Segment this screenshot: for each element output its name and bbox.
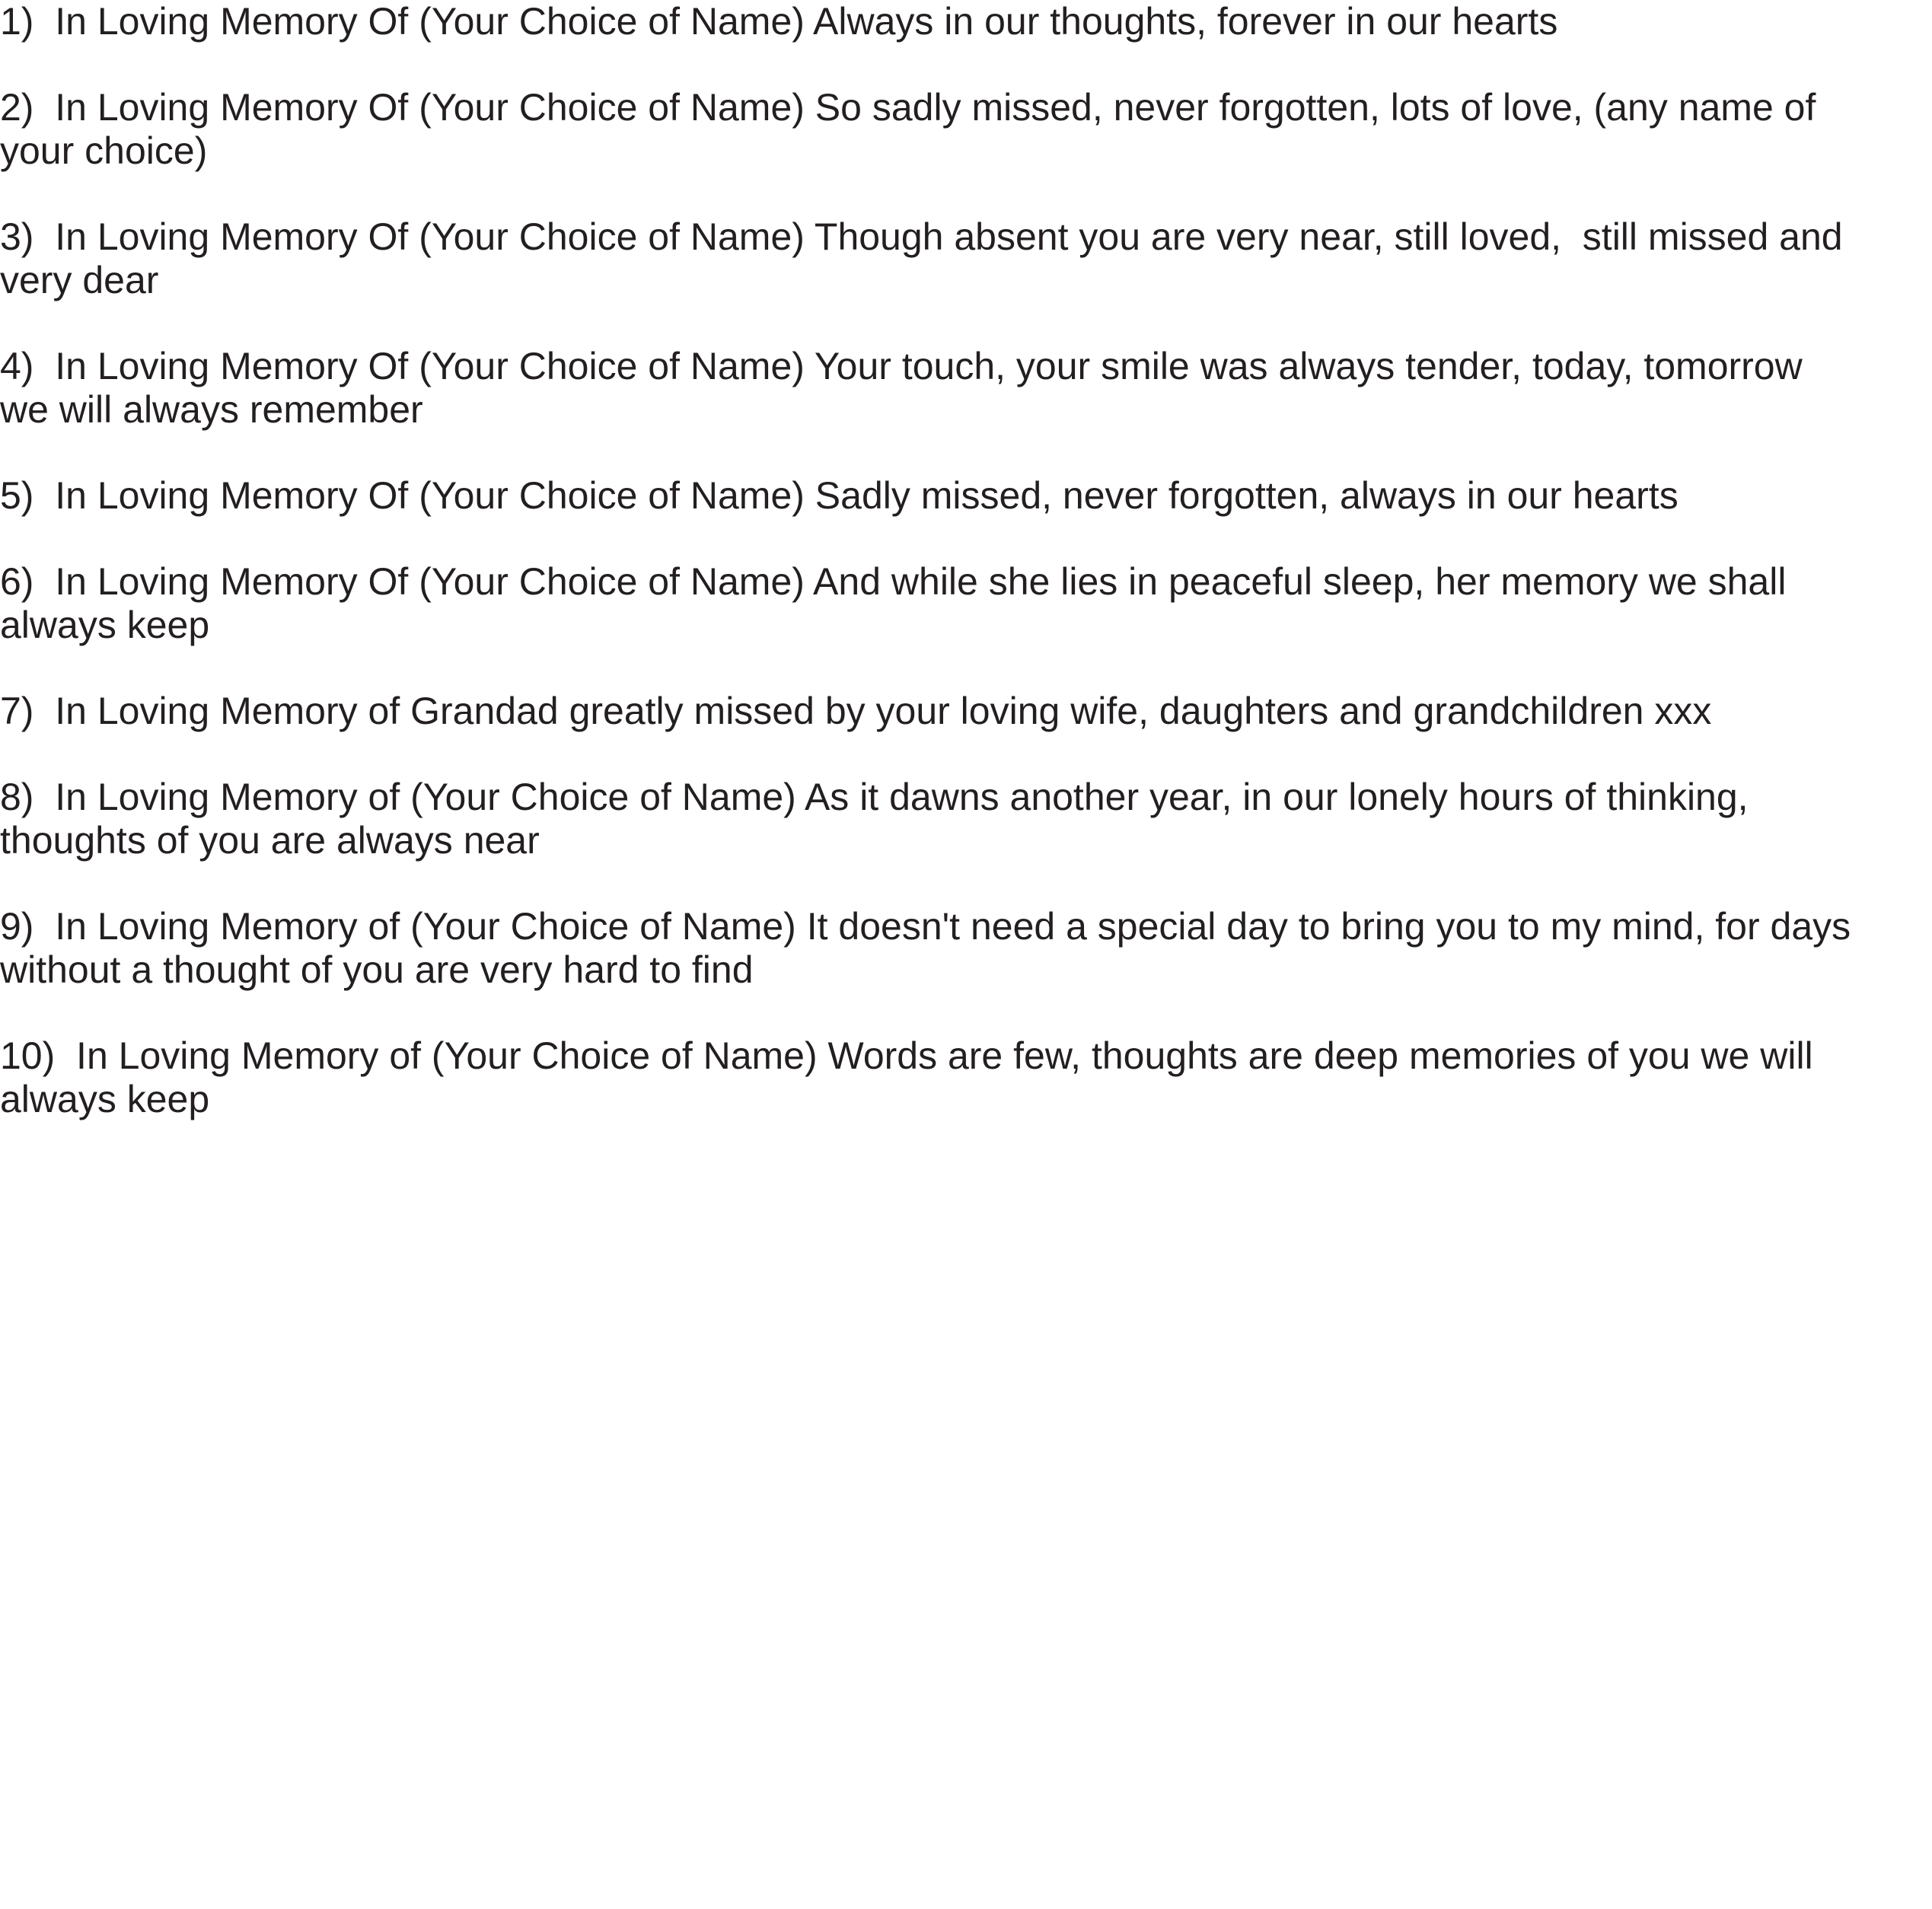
verse-item-6: 6) In Loving Memory Of (Your Choice of Name) And while she lies in peaceful sleep, her memory we shall always keep xyxy=(0,560,1797,646)
verse-item-2: 2) In Loving Memory Of (Your Choice of Name) So sadly missed, never forgotten, lots of love, (any name of your choice) xyxy=(0,86,1827,172)
verse-item-10: 10) In Loving Memory of (Your Choice of Name) Words are few, thoughts are deep memories of you we will always keep xyxy=(0,1034,1824,1120)
verse-item-8: 8) In Loving Memory of (Your Choice of Name) As it dawns another year, in our lonely hours of thinking, thoughts of you are always near xyxy=(0,776,1759,862)
verse-item-7: 7) In Loving Memory of Grandad greatly missed by your loving wife, daughters and grandchildren xxx xyxy=(0,690,1712,732)
verse-item-5: 5) In Loving Memory Of (Your Choice of Name) Sadly missed, never forgotten, always in our hearts xyxy=(0,474,1679,517)
verse-item-1: 1) In Loving Memory Of (Your Choice of Name) Always in our thoughts, forever in our hearts xyxy=(0,0,1558,43)
verse-item-3: 3) In Loving Memory Of (Your Choice of Name) Though absent you are very near, still loved, still missed and very dear xyxy=(0,215,1854,301)
verse-item-4: 4) In Loving Memory Of (Your Choice of Name) Your touch, your smile was always tender, today, tomorrow we will always remember xyxy=(0,345,1813,431)
verse-item-9: 9) In Loving Memory of (Your Choice of Name) It doesn't need a special day to bring you to my mind, for days without a thought of you are very hard to find xyxy=(0,905,1862,991)
